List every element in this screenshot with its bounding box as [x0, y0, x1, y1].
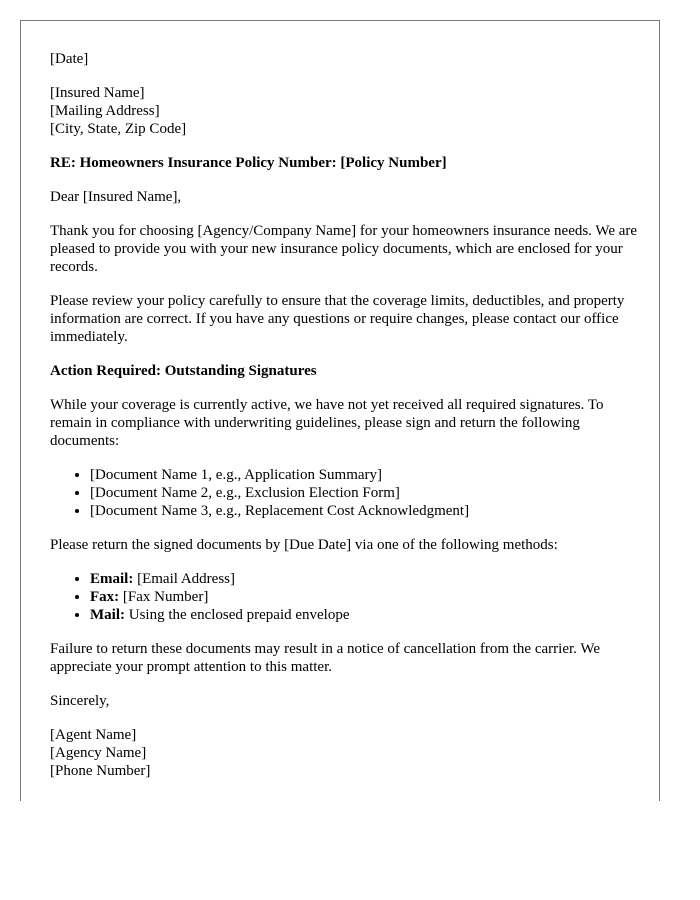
method-value: [Fax Number]: [119, 589, 209, 605]
list-item: • [Document Name 3, e.g., Replacement Cost Acknowledgment]: [90, 502, 640, 520]
intro-paragraph: Thank you for choosing [Agency/Company Name] for your homeowners insurance needs. We are pleased to provide you with your new insurance policy documents, which are enclosed for your records.: [50, 223, 638, 275]
phone-number: [Phone Number]: [50, 763, 151, 779]
signature-block: [50, 726, 640, 780]
letter-date: [Date]: [50, 51, 89, 67]
review-paragraph: Please review your policy carefully to ensure that the coverage limits, deductibles, and property information are correct. If you have any questions or require changes, please contact our office immediately.: [50, 293, 625, 345]
document-list: [50, 466, 640, 520]
recipient-address: [Mailing Address]: [50, 103, 160, 119]
method-label: Email:: [90, 571, 134, 587]
method-label: Mail:: [90, 607, 125, 623]
method-value: [Email Address]: [133, 571, 235, 587]
method-label: Fax:: [90, 589, 120, 605]
closing: Sincerely,: [50, 693, 110, 709]
return-paragraph: Please return the signed documents by [Due Date] via one of the following methods:: [50, 537, 558, 553]
cancellation-paragraph: Failure to return these documents may result in a notice of cancellation from the carrier. We appreciate your prompt attention to this matter.: [50, 641, 600, 675]
return-methods-list: [50, 570, 640, 624]
re-line: RE: Homeowners Insurance Policy Number: [Policy Number]: [50, 155, 447, 171]
method-fax: [90, 588, 640, 606]
list-item: • [Document Name 2, e.g., Exclusion Election Form]: [90, 484, 640, 502]
recipient-city: [City, State, Zip Code]: [50, 121, 187, 137]
agent-name: [Agent Name]: [50, 727, 137, 743]
method-value: Using the enclosed prepaid envelope: [125, 607, 350, 623]
signatures-paragraph: While your coverage is currently active, we have not yet received all required signatures. To remain in compliance with underwriting guidelines, please sign and return the following documents:: [50, 397, 604, 449]
recipient-block: [50, 84, 640, 138]
recipient-name: [Insured Name]: [50, 85, 145, 101]
method-email: [90, 570, 640, 588]
method-mail: [90, 606, 640, 624]
agency-name: [Agency Name]: [50, 745, 147, 761]
greeting: Dear [Insured Name],: [50, 189, 182, 205]
letter-page: [20, 20, 660, 801]
list-item: • [Document Name 1, e.g., Application Summary]: [90, 466, 640, 484]
letter-body: [50, 50, 640, 796]
action-heading: Action Required: Outstanding Signatures: [50, 363, 317, 379]
